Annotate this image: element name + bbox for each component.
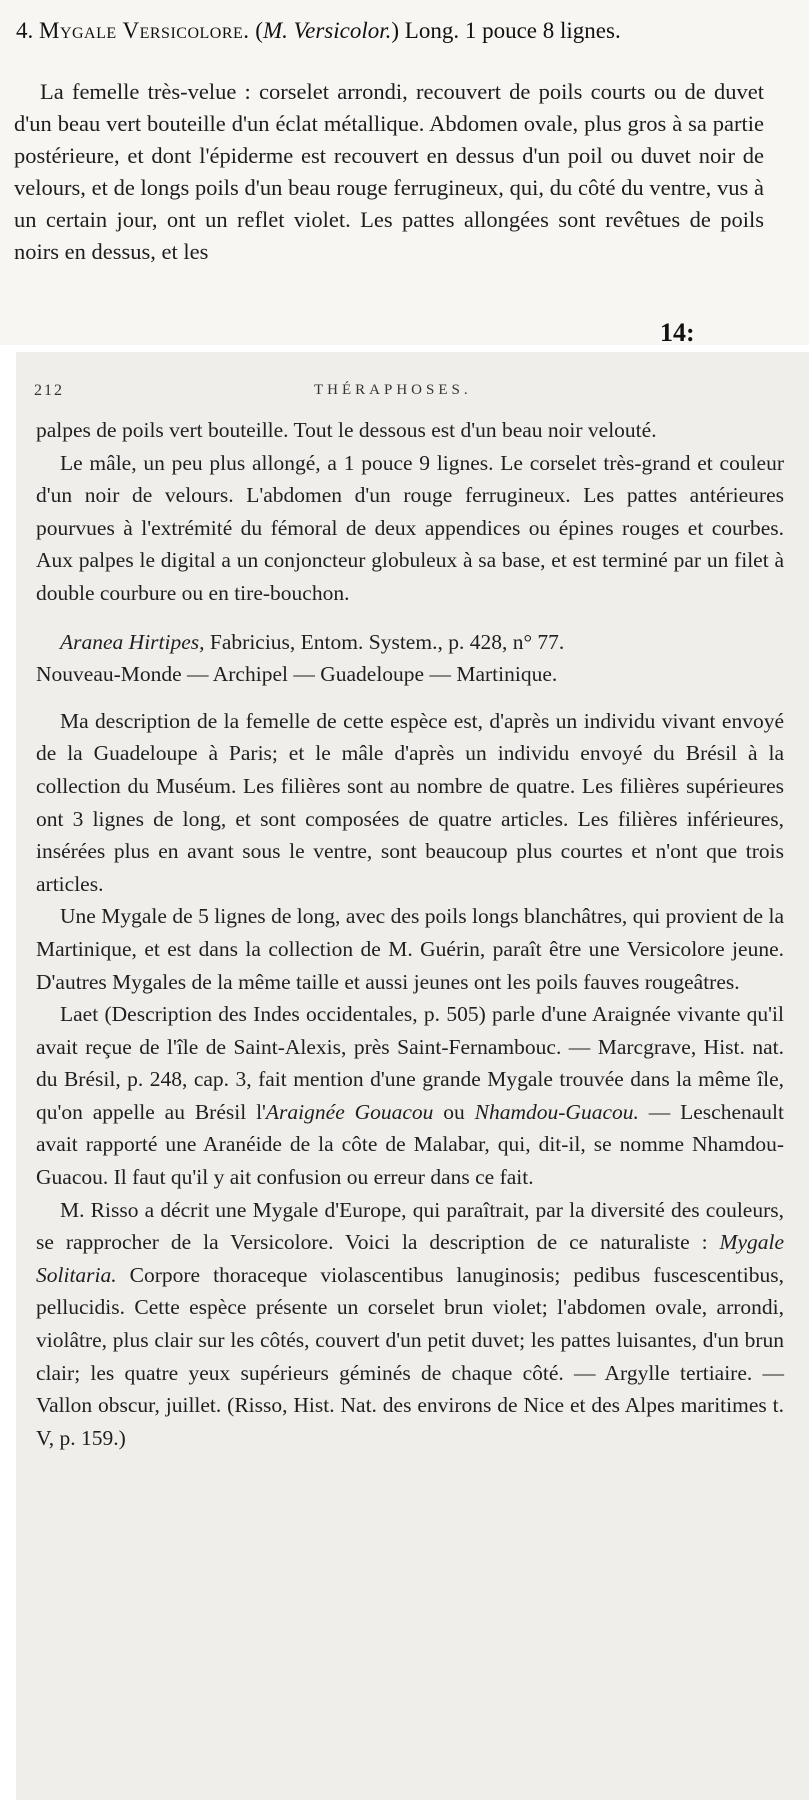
paragraph-description-source: Ma description de la femelle de cette espèce est, d'après un individu vivant envoyé de la Guadeloupe à Paris; et le mâle d'après un individu envoyé du Brésil à la collection du Muséum. Les filières sont au nombre de quatre. Les filières supérieures ont 3 lignes de long, et sont composées de quatre articles. Les filières inférieures, insérées plus en avant sous le ventre, sont beaucoup plus courtes et n'ont que trois articles. xyxy=(36,708,784,896)
paragraph-risso xyxy=(36,1194,784,1455)
paragraph-palpes: palpes de poils vert bouteille. Tout le dessous est d'un beau noir velouté. xyxy=(36,418,657,442)
risso-text-a: M. Risso a décrit une Mygale d'Europe, qui paraîtrait, par la diversité des couleurs, se rapprocher de la Versicolore. Voici la description de ce naturaliste : xyxy=(36,1197,784,1255)
laet-text-c: — Leschenault avait rapporté une Aranéide de la côte de Malabar, qui, dit-il, se nomme Nhamdou-Guacou. Il faut qu'il y ait confusion ou erreur dans ce fait. xyxy=(36,1099,784,1190)
female-description-text: La femelle très-velue : corselet arrondi, recouvert de poils courts ou de duvet d'un beau vert bouteille d'un éclat métallique. Abdomen ovale, plus gros à sa partie postérieure, et dont l'épiderme est recouvert en dessus d'un poil ou duvet noir de velours, et de longs poils d'un beau rouge ferrugineux, qui, du côté du ventre, vus à un certain jour, ont un reflet violet. Les pattes allongées sont revêtues de poils noirs en dessus, et les xyxy=(14,79,764,264)
synonym-species: Aranea Hirtipes, xyxy=(60,629,205,654)
laet-text-b: ou xyxy=(433,1099,475,1124)
locality-line xyxy=(36,658,784,691)
paragraph-male: Le mâle, un peu plus allongé, a 1 pouce 9 lignes. Le corselet très-grand et couleur d'un noir de velours. L'abdomen d'un rouge ferrugineux. Les pattes antérieures pourvues à l'extrémité du fémoral de deux appendices ou épines rouges et courbes. Aux palpes le digital a un conjoncteur globuleux à sa base, et est terminé par un filet à double courbure ou en tire-bouchon. xyxy=(36,450,784,605)
synonym-reference: Fabricius, Entom. System., p. 428, n° 77. xyxy=(204,629,565,654)
laet-text-a: Laet (Description des Indes occidentales, p. 505) parle d'une Araignée vivante qu'il avait reçue de l'île de Saint-Alexis, près Saint-Fernambouc. — Marcgrave, Hist. nat. du Brésil, p. 248, cap. 3, fait mention d'une grande Mygale trouvée dans la même île, qu'on appelle au Brésil l' xyxy=(36,1002,784,1124)
species-name-latin: M. Versicolor. xyxy=(262,18,392,43)
synonym-citation xyxy=(36,626,784,659)
running-head xyxy=(34,382,774,412)
risso-text-b: Corpore thoraceque violascentibus lanuginosis; pedibus fuscescentibus, pellucidis. Cette espèce présente un corselet brun violet; l'abdomen ovale, arrondi, violâtre, plus clair sur les côtés, couvert d'un petit duvet; les pattes luisantes, d'un brun clair; les quatre yeux supérieurs géminés de chaque côté. — Argylle tertiaire. — Vallon obscur, juillet. (Risso, Hist. Nat. des environs de Nice et des Alpes maritimes t. V, p. 159.) xyxy=(36,1262,784,1450)
laet-name-nhamdou: Nhamdou-Guacou. xyxy=(474,1099,639,1124)
species-name-french: Mygale Versicolore. xyxy=(39,18,250,43)
previous-page-fragment xyxy=(0,0,809,345)
page-body xyxy=(36,414,784,1454)
species-length: Long. 1 pouce 8 lignes. xyxy=(404,18,621,43)
signature-mark: 14: xyxy=(660,318,695,347)
section-title: THÉRAPHOSES. xyxy=(314,382,472,398)
paragraph-juvenile: Une Mygale de 5 lignes de long, avec des poils longs blanchâtres, qui provient de la Martinique, et est dans la collection de M. Guérin, paraît être une Versicolore jeune. D'autres Mygales de la même taille et aussi jeunes ont les poils fauves rougeâtres. xyxy=(36,904,784,994)
species-heading: 4. Mygale Versicolore. (M. Versicolor.) Long. 1 pouce 8 lignes. xyxy=(16,18,621,43)
risso-species-name: Mygale Solitaria. xyxy=(36,1230,784,1287)
page-212 xyxy=(16,352,809,1800)
laet-name-gouacou: Araignée Gouacou xyxy=(265,1099,434,1124)
species-number: 4. xyxy=(16,18,34,43)
paragraph-laet xyxy=(36,998,784,1194)
locality-text: Nouveau-Monde — Archipel — Guadeloupe — Martinique. xyxy=(36,662,558,687)
female-description xyxy=(14,76,764,268)
page-number: 212 xyxy=(34,382,64,399)
